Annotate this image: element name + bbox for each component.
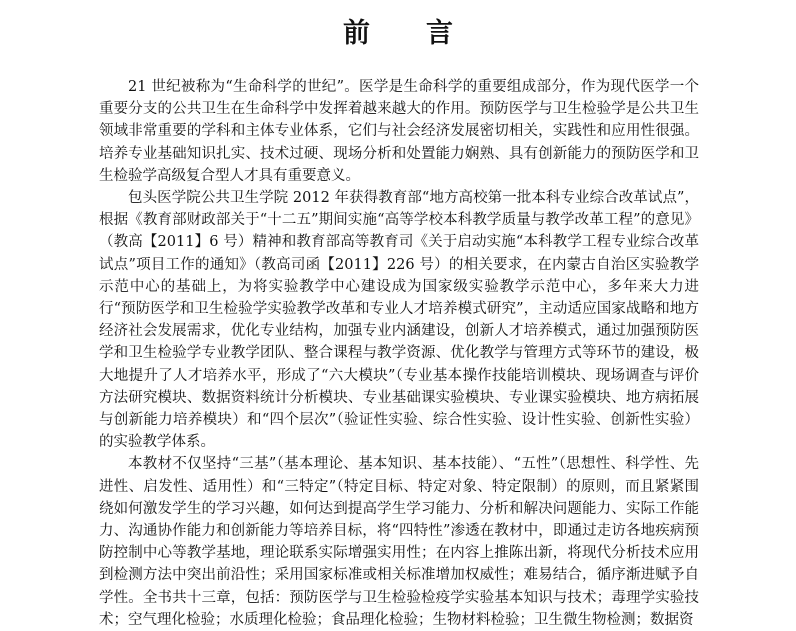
title-char-1: 前 xyxy=(343,18,370,49)
page-title xyxy=(0,14,796,54)
paragraph-3: 本教材不仅坚持“三基”（基本理论、基本知识、基本技能）、“五性”（思想性、科学性、先进性、启发性、适用性）和“三特定”（特定目标、特定对象、特定限制）的原则，而且紧紧围绕如何激发学生的学习兴趣，如何达到提高学生学习能力、分析和解决问题能力、实际工作能力、沟通协作能力和创新能力等培养目标，将“四特性”渗透在教材中，即通过走访各地疾病预防控制中心等教学基地，理论联系实际增强实用性；在内容上推陈出新，将现代分析技术应用到检测方法中突出前沿性；采用国家标准或相关标准增加权威性；难易结合，循序渐进赋予自学性。全书共十三章，包括：预防医学与卫生检验检疫学实验基本知识与技术；毒理学实验技术；空气理化检验；水质理化检验；食品理化检验；生物材料检验；卫生微生物检测；数据资 xyxy=(99,456,699,628)
title-char-2: 言 xyxy=(426,18,453,49)
paragraph-1: 21 世纪被称为“生命科学的世纪”。医学是生命科学的重要组成部分，作为现代医学一个重要分支的公共卫生在生命科学中发挥着越来越大的作用。预防医学与卫生检验学是公共卫生领域非常重要的学科和主体专业体系，它们与社会经济发展密切相关，实践性和应用性很强。培养专业基础知识扎实、技术过硬、现场分析和处置能力娴熟、具有创新能力的预防医学和卫生检验学高级复合型人才具有重要意义。 xyxy=(99,79,699,184)
paragraph-2: 包头医学院公共卫生学院 2012 年获得教育部“地方高校第一批本科专业综合改革试点”，根据《教育部财政部关于“十二五”期间实施“高等学校本科教学质量与教学改革工程”的意见》（教高【2011】6 号）精神和教育部高等教育司《关于启动实施“本科教学工程专业综合改革试点”项目工作的通知》（教高司函【2011】226 号）的相关要求，在内蒙古自治区实验教学示范中心的基础上，为将实验教学中心建设成为国家级实验教学示范中心，多年来大力进行“预防医学和卫生检验学实验教学改革和专业人才培养模式研究”，主动适应国家战略和地方经济社会发展需求，优化专业结构，加强专业内涵建设，创新人才培养模式，通过加强预防医学和卫生检验学专业教学团队、整合课程与教学资源、优化教学与管理方式等环节的建设，极大地提升了人才培养水平，形成了“六大模块”（专业基本操作技能培训模块、现场调查与评价方法研究模块、数据资料统计分析模块、专业基础课实验模块、专业课实验模块、地方病拓展与创新能力培养模块）和“四个层次”（验证性实验、综合性实验、设计性实验、创新性实验）的实验教学体系。 xyxy=(99,190,699,451)
body-text xyxy=(99,76,699,631)
